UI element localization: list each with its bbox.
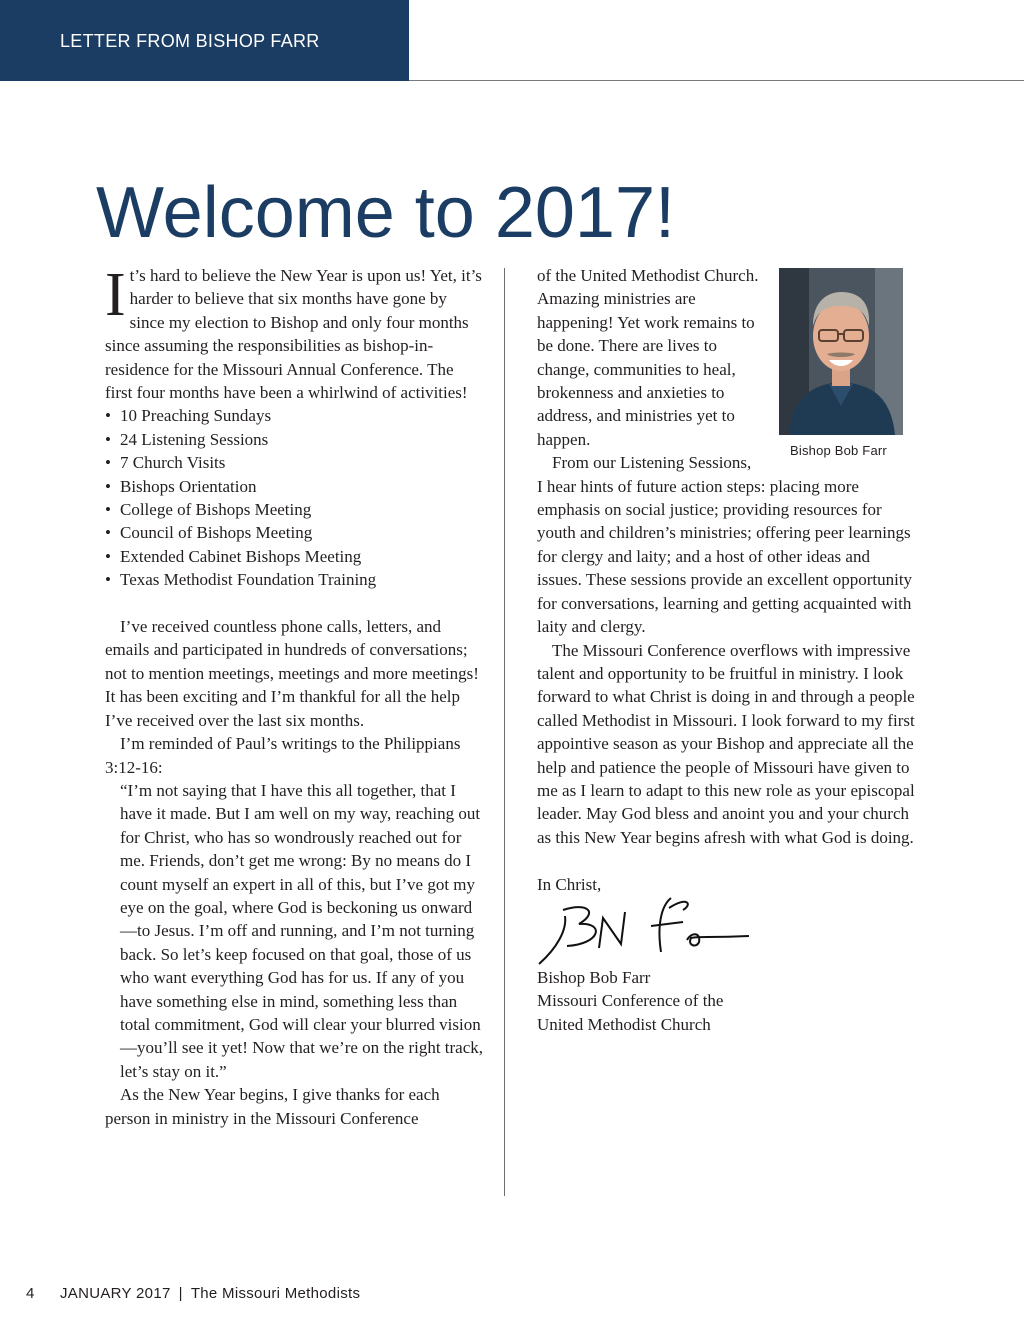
list-item (105, 451, 485, 474)
section-label: LETTER FROM BISHOP FARR (60, 31, 320, 51)
list-item-label: 24 Listening Sessions (120, 429, 269, 449)
paragraph-spacer (105, 592, 485, 615)
list-item-label: Extended Cabinet Bishops Meeting (120, 546, 362, 566)
list-item (105, 428, 485, 451)
paragraph-reminded: I’m reminded of Paul’s writings to the Philippians 3:12-16: (105, 734, 461, 777)
paragraph-listening-intro: From our Listening Sessions, (552, 453, 752, 473)
list-item-label: Texas Methodist Foundation Training (120, 570, 377, 590)
publication-name: The Missouri Methodists (190, 1285, 361, 1302)
right-column (537, 264, 917, 1036)
bullet-icon: • (105, 523, 111, 543)
list-item-label: College of Bishops Meeting (120, 500, 312, 520)
photo-caption: Bishop Bob Farr (790, 443, 887, 458)
list-item (105, 498, 485, 521)
paragraph-new-year: As the New Year begins, I give thanks for each person in ministry in the Missouri Conference (105, 1085, 440, 1128)
paragraph-continuation: of the United Methodist Church. Amazing ministries are happening! Yet work remains to be done. There are lives to change, communities to heal, brokenness and anxieties to address, and ministries yet to happen. (537, 266, 759, 449)
section-header-bar (0, 0, 409, 81)
scripture-quote: “I’m not saying that I have this all together, that I have it made. But I am well on my way, reaching out for Christ, who has so wondrously reached out for me. Friends, don’t get me wrong: By no means do I count myself an expert in all of this, but I’ve got my eye on the goal, where God is beckoning us onward—to Jesus. I’m off and running, and I’m not turning back. So let’s keep focused on that goal, those of us who want everything God has for us. If any of you have something else in mind, something less than total commitment, God will clear your blurred vision—you’ll see it yet! Now that we’re on the right track, let’s stay on it.” (120, 780, 484, 1081)
page-number: 4 (26, 1285, 35, 1302)
list-item (105, 568, 485, 591)
intro-paragraph (105, 261, 485, 404)
list-item-label: Bishops Orientation (120, 476, 257, 496)
list-item-label: 7 Church Visits (120, 453, 226, 473)
list-item (105, 404, 485, 427)
paragraph-overflows: The Missouri Conference overflows with impressive talent and opportunity to be fruitful in ministry. I look forward to what Christ is doing in and through a people called Methodist in Missouri. I look forward to my first appointive season as your Bishop and appreciate all the help and patience the people of Missouri have given to me as I learn to adapt to this new role as your episcopal leader. May God bless and anoint you and your church as this New Year begins afresh with what God is doing. (537, 640, 915, 847)
bullet-icon: • (105, 570, 111, 590)
paragraph-listening: I hear hints of future action steps: placing more emphasis on social justice; providing resources for youth and children’s ministries; offering peer learnings for clergy and laity; and a host of other ideas and issues. These sessions provide an excellent opportunity for conversations, learning and getting acquainted with laity and clergy. (537, 476, 913, 637)
drop-cap: I (105, 261, 126, 329)
closing-salutation: In Christ, (537, 874, 602, 894)
signoff-block (537, 873, 917, 1037)
signoff-name: Bishop Bob Farr (537, 967, 651, 987)
bullet-icon: • (105, 546, 111, 566)
list-item (105, 521, 485, 544)
bullet-icon: • (105, 500, 111, 520)
page-footer (26, 1285, 360, 1302)
activities-list (105, 404, 485, 591)
left-column (105, 261, 485, 1130)
bullet-icon: • (105, 476, 111, 496)
column-divider (504, 268, 505, 1196)
list-item (105, 475, 485, 498)
bullet-icon: • (105, 406, 111, 426)
header-rule (409, 80, 1024, 81)
signoff-organization: Missouri Conference of the (537, 991, 724, 1011)
list-item (105, 545, 485, 568)
bullet-icon: • (105, 453, 111, 473)
page-title: Welcome to 2017! (96, 173, 675, 253)
list-item-label: 10 Preaching Sundays (120, 406, 272, 426)
footer-separator: | (178, 1285, 183, 1302)
list-item-label: Council of Bishops Meeting (120, 523, 313, 543)
intro-text: t’s hard to believe the New Year is upon us! Yet, it’s harder to believe that six months have gone by since my election to Bishop and only four months since assuming the responsibilities as bishop-in-residence for the Missouri Annual Conference. The first four months have been a whirlwind of activities! (105, 266, 482, 403)
signoff-church: United Methodist Church (537, 1014, 711, 1034)
issue-date: JANUARY 2017 (60, 1285, 171, 1302)
paragraph-calls: I’ve received countless phone calls, letters, and emails and participated in hundreds of conversations; not to mention meetings, meetings and more meetings! It has been exciting and I’m thankful for all the help I’ve received over the last six months. (105, 617, 479, 730)
signature-image (537, 896, 767, 966)
bullet-icon: • (105, 429, 111, 449)
